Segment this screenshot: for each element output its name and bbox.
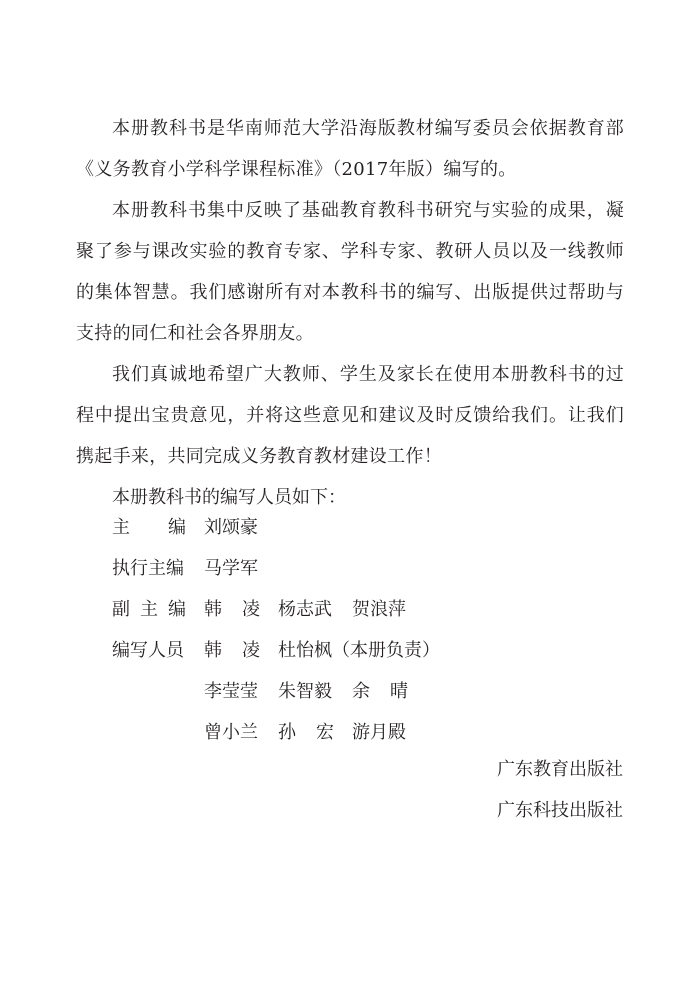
staff-row-writers-3 xyxy=(112,710,426,751)
staff-row-writers-2 xyxy=(112,669,426,710)
name-char: 凌 xyxy=(242,598,260,620)
staff-name xyxy=(278,718,334,744)
name-char: 韩 xyxy=(204,598,222,620)
role-char: 主 xyxy=(112,516,130,538)
role-char: 编 xyxy=(168,516,186,538)
staff-name: 刘颂豪 xyxy=(204,516,258,538)
role-chief-editor xyxy=(112,513,186,539)
name-char: 孙 xyxy=(278,721,296,743)
staff-name: 游月殿 xyxy=(352,721,406,743)
staff-row-deputy-editors xyxy=(112,587,426,628)
staff-name: 杨志武 xyxy=(278,598,332,620)
intro-text xyxy=(76,108,624,518)
role-writers: 编写人员 xyxy=(112,639,184,661)
intro-paragraph-1: 本册教科书是华南师范大学沿海版教材编写委员会依据教育部《义务教育小学科学课程标准》（2017年版）编写的。 xyxy=(76,118,624,180)
role-executive-editor: 执行主编 xyxy=(112,557,184,579)
role-char: 副 xyxy=(112,598,130,620)
staff-name: 朱智毅 xyxy=(278,680,332,702)
role-char: 编 xyxy=(168,598,186,620)
staff-row-writers-1 xyxy=(112,628,440,669)
staff-name: 马学军 xyxy=(204,557,258,579)
staff-name xyxy=(204,636,260,662)
name-char: 凌 xyxy=(242,639,260,661)
staff-name: 李莹莹 xyxy=(204,680,258,702)
staff-name xyxy=(352,677,408,703)
staff-row-chief-editor xyxy=(112,505,426,546)
staff-list xyxy=(112,505,440,751)
role-char: 主 xyxy=(140,598,158,620)
intro-paragraph-3: 我们真诚地希望广大教师、学生及家长在使用本册教科书的过程中提出宝贵意见，并将这些意见和建议及时反馈给我们。让我们携起手来，共同完成义务教育教材建设工作！ xyxy=(76,364,624,467)
name-char: 宏 xyxy=(316,721,334,743)
staff-name xyxy=(204,595,260,621)
staff-intro: 本册教科书的编写人员如下： xyxy=(112,487,346,508)
staff-name: 曾小兰 xyxy=(204,721,258,743)
publisher-name: 广东科技出版社 xyxy=(497,800,623,821)
publishers xyxy=(497,749,623,831)
name-char: 晴 xyxy=(390,680,408,702)
name-char: 韩 xyxy=(204,639,222,661)
publisher-name: 广东教育出版社 xyxy=(497,759,623,780)
staff-row-executive-editor xyxy=(112,546,426,587)
name-char: 余 xyxy=(352,680,370,702)
intro-paragraph-2: 本册教科书集中反映了基础教育教科书研究与实验的成果，凝聚了参与课改实验的教育专家、学科专家、教研人员以及一线教师的集体智慧。我们感谢所有对本教科书的编写、出版提供过帮助与支持的同仁和社会各界朋友。 xyxy=(76,200,624,344)
staff-name: 贺浪萍 xyxy=(352,598,406,620)
role-deputy-editor xyxy=(112,595,186,621)
staff-name: 杜怡枫（本册负责） xyxy=(278,639,440,661)
